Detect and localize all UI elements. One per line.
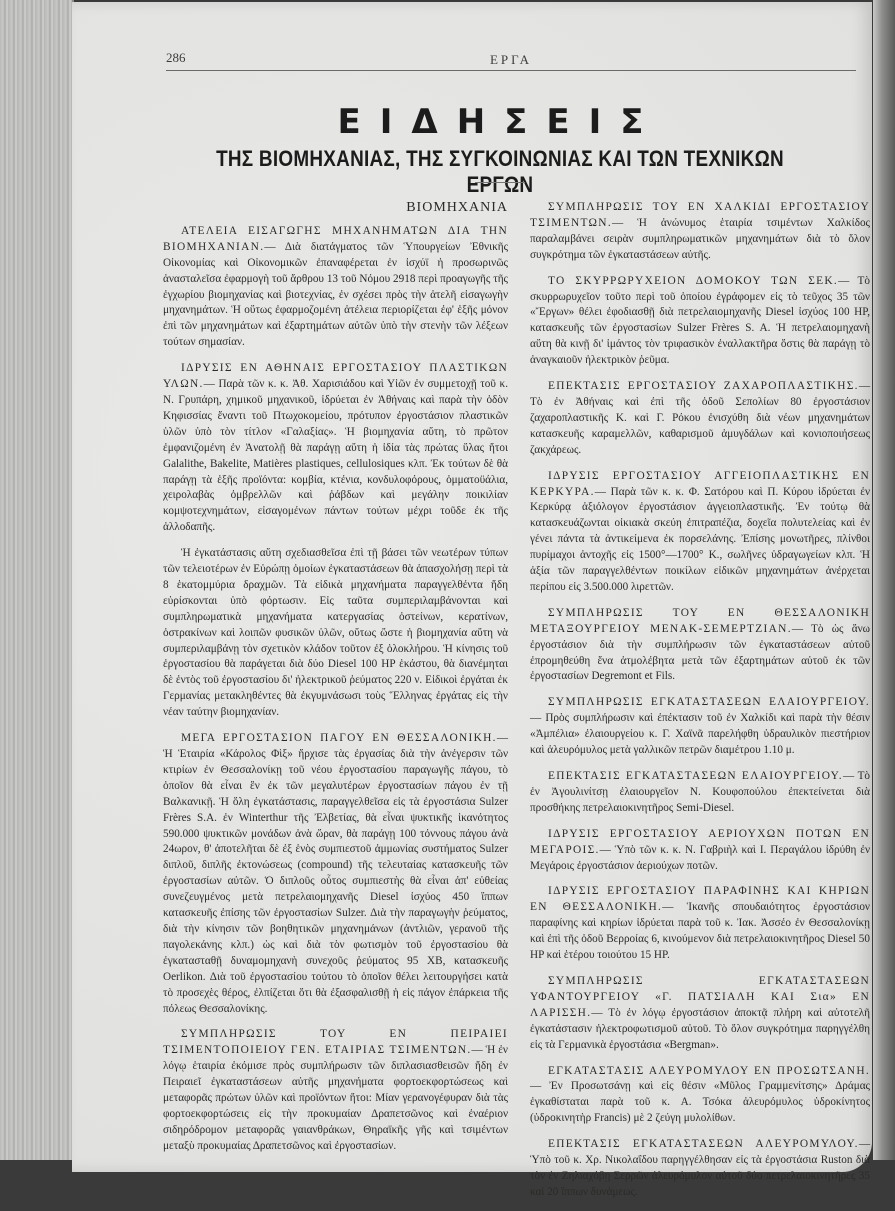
article-item — [530, 379, 870, 459]
article-item — [163, 361, 508, 536]
article-body: — Τὸ ἐν Ἀθήναις καὶ ἐπὶ τῆς ὁδοῦ Σεπολίων 80 ἐργοστάσιον ζαχαροπλαστικῆς Κ. καὶ Γ. Ρόκου ἐνισχύθη διὰ νέων μηχανημάτων κατασκευῆς καραμελλῶν, καθαρισμοῦ ἀμυγδάλων καὶ κονιοποιήσεως ζακχάρεως. — [530, 380, 870, 456]
article-heading: ΕΠΕΚΤΑΣΙΣ ΕΓΚΑΤΑΣΤΑΣΕΩΝ ΕΛΑΙΟΥΡΓΕΙΟΥ. — [548, 770, 843, 782]
article-heading: ΙΔΡΥΣΙΣ ΕΡΓΟΣΤΑΣΙΟΥ ΠΑΡΑΦΙΝΗΣ ΚΑΙ ΚΗΡΙΩΝ ΕΝ ΘΕΣΣΑΛΟΝΙΚΗ. — [530, 885, 870, 914]
page-title: ΕΙΔΗΣΕΙΣ — [337, 102, 663, 142]
article-item — [163, 731, 508, 1017]
article-heading: ΙΔΡΥΣΙΣ ΕΡΓΟΣΤΑΣΙΟΥ ΑΕΡΙΟΥΧΩΝ ΠΟΤΩΝ ΕΝ ΜΕΓΑΡΟΙΣ. — [530, 827, 870, 856]
article-body: — Ἱκανῆς σπουδαιότητος ἐργοστάσιον παραφίνης καὶ κηρίων ἱδρύεται παρὰ τοῦ κ. Ἰακ. Ἀσσέο ἐν Θεσσαλονίκῃ καὶ ἐπὶ τῆς ὁδοῦ Βερροίας 6, κινούμενον διὰ πετρελαιοκινητῆρος Diesel 50 HP καὶ ἑτέρου τοιούτου 15 HP. — [530, 901, 870, 962]
article-body: — Ἡ ἐν λόγῳ ἑταιρία ἐκόμισε πρὸς συμπλήρωσιν τῶν διπλασιασθεισῶν ἤδη ἐν Πειραιεῖ ἐγκαταστάσεων αὐτῆς μηχανήματα φορτοεκφορτώσεως καὶ μεταφορᾶς πρώτων ὑλῶν καὶ προϊόντων ἤτοι: Μίαν γερανογέφυραν διὰ τὰς φορτοεκφορτώσεις εἰς τὴν προκυμαίαν Δραπετσῶνος καὶ ἐναέριον σιδηρόδρομον μεταφορᾶς γαιανθράκων, Θηραϊκῆς γῆς καὶ τσιμέντων μεταξὺ προκυμαίας Δραπετσῶνος καὶ ἐργοστασίων. — [163, 1044, 508, 1152]
right-column — [530, 200, 870, 1211]
article-item — [163, 546, 508, 721]
article-heading: ΙΔΡΥΣΙΣ ΕΡΓΟΣΤΑΣΙΟΥ ΑΓΓΕΙΟΠΛΑΣΤΙΚΗΣ ΕΝ ΚΕΡΚΥΡΑ. — [530, 469, 870, 498]
article-item — [530, 606, 870, 686]
article-body: — Παρὰ τῶν κ. κ. Φ. Σατόρου καὶ Π. Κύρου ἱδρύεται ἐν Κερκύρᾳ ἀξιόλογον ἐργοστάσιον ἀγγειοπλαστικῆς. Ἐν τούτῳ θὰ κατασκευάζωνται οἰκιακὰ σκεύη ἐπιτραπέζια, δοχεῖα πολυτελείας καὶ ἐν γένει πάντα τὰ ἀντικείμενα ἐκ πορσελάνης. Ἐπίσης μονωτῆρες, πλίνθοι πυρίμαχοι ἀντοχῆς εἰς 1500°—1700° Κ., σωλῆνες ὑδραγωγείων κλπ. Ἡ ἀξία τῶν παραγγελθέντων ποικίλων εἰδικῶν μηχανημάτων ἀνέρχεται περίπου εἰς 3.500.000 λιρεττῶν. — [530, 485, 870, 593]
article-body: — Ἡ ἀνώνυμος ἑταιρία τσιμέντων Χαλκίδος παραλαμβάνει σειρὰν συμπληρωματικῶν μηχανημάτων διὰ τὸ ὅλον συγκρότημα τῶν ἐγκαταστάσεων αὐτῆς. — [530, 216, 870, 261]
article-body: — Τὸ ἐν λόγῳ ἐργοστάσιον ἀποκτᾷ πλήρη καὶ αὐτοτελῆ ἐγκατάστασιν ἠλεκτροφωτισμοῦ αὐτοῦ. Τὸ ὅλον συγκρότημα παρηγγέλθη εἰς τὰ Γερμανικὰ ἐργοστάσια «Bergman». — [530, 1006, 870, 1051]
book-page-edges — [0, 0, 74, 1160]
article-body: — Τὸ σκυρρωρυχεῖον τοῦτο περὶ τοῦ ὁποίου ἐγράφομεν εἰς τὸ τεῦχος 35 τῶν «Ἔργων» θέλει ἐφοδιασθῇ διὰ πετρελαιομηχανῆς Diesel ἰσχύος 100 HP, κατασκευῆς τῶν ἐργοστασίων Sulzer Frères S. A. Ἡ πετρελαιομηχανὴ αὕτη θὰ κινῇ δι' ἱμάντος τὸν τριφασικὸν ἐναλλακτῆρα ὅστις θὰ παράγῃ τὸ ἀναγκαιοῦν ἠλεκτρικὸν ῥεῦμα. — [530, 274, 870, 367]
article-heading: ΣΥΜΠΛΗΡΩΣΙΣ ΕΓΚΑΤΑΣΤΑΣΕΩΝ ΕΛΑΙΟΥΡΓΕΙΟΥ. — [548, 696, 870, 709]
running-head — [166, 44, 856, 71]
article-item — [530, 884, 870, 964]
article-body: — Ὑπὸ τοῦ κ. Χρ. Νικολαΐδου παρηγγέλθησαν εἰς τὰ ἐργοστάσια Ruston διὰ τὸν ἐν Ζηλιαχόβῃ Σερρῶν ἀλευρόμυλον αὐτοῦ δύο πετρελαιοκινητῆρες 35 καὶ 20 ἵππων δυνάμεως. — [530, 1138, 870, 1198]
article-body: Ἡ ἐγκατάστασις αὕτη σχεδιασθεῖσα ἐπὶ τῇ βάσει τῶν νεωτέρων τύπων τῶν τελειοτέρων ἐν Εὐρώπῃ ὁμοίων ἐγκαταστάσεων θὰ ἀπασχολήσῃ περὶ τὰ 8 ἑκατομμύρια δραχμῶν. Τὰ εἰδικὰ μηχανήματα παραγγελθέντα ἤδη εὑρίσκονται ὑπὸ φόρτωσιν. Εἰς ταῦτα συμπεριλαμβάνονται καὶ συμπληρωματικὰ μηχανήματα κατεργασίας ὀστείνων, κερατίνων, ὀστρακίνων καὶ λοιπῶν φυσικῶν ὑλῶν, οὕτως ὥστε ἡ βιομηχανία αὕτη νὰ συμπεριλαμβάνῃ τὸν σχετικὸν κλάδον τοῦτον ἐξ ὁλοκλήρου. Ἡ κίνησις τοῦ ἐργοστασίου θὰ παράγεται διὰ δύο Diesel 100 HP ἑκάστου, θὰ διανέμηται δὲ ἐντὸς τοῦ ἐργοστασίου δι' ἠλεκτρικοῦ ῥεύματος 220 ν. Εἰδικοὶ ἐργάται ἐκ Γερμανίας μετακληθέντες θὰ ἐκγυμνάσωσι τοὺς Ἕλληνας ἐργάτας εἰς τὴν νέαν ταύτην βιομηχανίαν. — [163, 547, 508, 719]
title-divider — [475, 182, 525, 183]
article-item — [530, 469, 870, 596]
article-heading: ΕΠΕΚΤΑΣΙΣ ΕΓΚΑΤΑΣΤΑΣΕΩΝ ΑΛΕΥΡΟΜΥΛΟΥ. — [548, 1138, 859, 1151]
article-item — [530, 769, 870, 817]
article-heading: ΜΕΓΑ ΕΡΓΟΣΤΑΣΙΟΝ ΠΑΓΟΥ ΕΝ ΘΕΣΣΑΛΟΝΙΚΗ. — [181, 732, 497, 745]
article-item — [530, 200, 870, 264]
article-item — [530, 274, 870, 369]
article-item — [530, 1064, 870, 1128]
article-body: — Ἡ Ἑταιρία «Κάρολος Φὶξ» ἤρχισε τὰς ἐργασίας διὰ τὴν ἀνέγερσιν τῶν κτιρίων ἐν Θεσσαλονίκῃ τοῦ νέου ἐργοστασίου παραγωγῆς πάγου, τὸ ὁποῖον θὰ εἶναι ἓν ἐκ τῶν μεγαλυτέρων ἐργοστασίων πάγου ἐν τῇ Βαλκανικῇ. Ἡ ὅλη ἐγκατάστασις, παραγγελθεῖσα εἰς τὰ ἐργοστάσια Sulzer Frères S.A. ἐν Winterthur τῆς Ἐλβετίας, θὰ εἶναι ψυκτικῆς ἱκανότητος 590.000 ψυκτικῶν μονάδων ἀνὰ ὥραν, θὰ παράγῃ 100 τόννους πάγου ἀνὰ 24ωρον, θ' ἀποτελῆται δὲ ἐξ ἑνὸς συμπιεστοῦ ἀμμωνίας συστήματος Sulzer διπλοῦ, διπλῆς ἐκτονώσεως (compound) τῆς τελευταίας κατασκευῆς τῶν ἐργοστασίων αὐτῶν. Ὁ διπλοῦς οὗτος συμπιεστὴς θὰ εἶναι ἀπ' εὐθείας συνεζευγμένος μετὰ πετρελαιομηχανῆς Diesel ἰσχύος 450 ἵππων κατασκευῆς ἐπίσης τῶν ἐργοστασίων Sulzer. Διὰ τὴν παραγωγὴν ῥεύματος, διὰ τὴν κίνησιν τῶν βοηθητικῶν μηχανημάνων (ἀντλιῶν, γερανοῦ τῆς παγολεκάνης κλπ.) ὡς καὶ διὰ τὸν φωτισμὸν τοῦ ἐργοστασίου θὰ ἐγκατασταθῇ δυναμομηχανὴ συνεχοῦς ῥεύματος 95 ΧΒ, κατασκευῆς Oerlikon. Διὰ τοῦ ἐργοστασίου τούτου τὸ ὁποῖον θέλει λειτουργήσει κατὰ τὸ προσεχὲς θέρος, ἐλπίζεται ὅτι θὰ ἐξασφαλισθῇ ἡ εἰς πάγον ἐπάρκεια τῆς πόλεως Θεσσαλονίκης. — [163, 732, 508, 1015]
article-heading: ΣΥΜΠΛΗΡΩΣΙΣ ΕΓΚΑΤΑΣΤΑΣΕΩΝ ΥΦΑΝΤΟΥΡΓΕΙΟΥ «Γ. ΠΑΤΣΙΑΛΗ ΚΑΙ Σια» ΕΝ ΛΑΡΙΣΣΗ. — [530, 974, 870, 1019]
article-heading: ΙΔΡΥΣΙΣ ΕΝ ΑΘΗΝΑΙΣ ΕΡΓΟΣΤΑΣΙΟΥ ΠΛΑΣΤΙΚΩΝ ΥΛΩΝ. — [163, 362, 508, 391]
article-heading: ΣΥΜΠΛΗΡΩΣΙΣ ΤΟΥ ΕΝ ΘΕΣΣΑΛΟΝΙΚΗ ΜΕΤΑΞΟΥΡΓΕΙΟΥ ΜΕΝΑΚ-ΣΕΜΕΡΤΖΙΑΝ. — [530, 606, 870, 635]
article-body: — Παρὰ τῶν κ. κ. Ἀθ. Χαρισιάδου καὶ Υἱῶν ἐν συμμετοχῇ τοῦ κ. Ν. Γρυπάρη, χημικοῦ μηχανικοῦ, ἱδρύεται ἐν Ἀθήναις καὶ παρὰ τὴν ὁδὸν Κηφισσίας ἔναντι τοῦ Πτωχοκομείου, πρότυπον ἐργοστάσιον πλαστικῶν ὑλῶν ὑπὸ τὸν τίτλον «Γαλαξίας». Ἡ βιομηχανία αὕτη, τὸ πρῶτον ἐμφανιζομένη ἐν Ἀνατολῇ θὰ παράγῃ αὕτη ἡ ἰδία τὰς πρώτας ὕλας ἤτοι Galalithe, Bakelite, Matières plastiques, cellulosiques κλπ. Ἐκ τούτων δὲ θὰ παράγῃ τὰ ἑξῆς προϊόντα: κομβία, κτένια, κονδυλοφόρους, ὀμματοϋάλια, χειρολαβὰς ὀμβρελλῶν καὶ ῥάβδων καὶ μεγάλην ποικιλίαν κομψοτεχνημάτων, εἰσαγομένων πάντων τούτων μέχρι τοῦδε ἐκ τῆς ἀλλοδαπῆς. — [163, 378, 508, 534]
page-number: 286 — [166, 50, 186, 65]
article-item — [530, 1137, 870, 1201]
section-heading: ΒΙΟΜΗΧΑΝΙΑ — [406, 200, 508, 215]
article-heading: ΤΟ ΣΚΥΡΡΩΡΥΧΕΙΟΝ ΔΟΜΟΚΟΥ ΤΩΝ ΣΕΚ. — [548, 274, 839, 287]
article-body: — Ὑπὸ τῶν κ. κ. Ν. Γαβριὴλ καὶ Ι. Περαγάλου ἱδρύθη ἐν Μεγάροις ἐργοστάσιον ἀεριούχων ποτῶν. — [530, 843, 870, 872]
article-body: — Διὰ διατάγματος τῶν Ὑπουργείων Ἐθνικῆς Οἰκονομίας καὶ Οἰκονομικῶν ἐπαναφέρεται ἐν ἰσχύϊ ἡ προσωρινῶς ἀνασταλεῖσα ἐφαρμογὴ τοῦ ἄρθρου 13 τοῦ Νόμου 2918 περὶ προαγωγῆς τῆς ἐγχωρίου βιομηχανίας καὶ βιοτεχνίας, ἐν σχέσει πρὸς τὴν ἀτελῆ εἰσαγωγὴν μηχανημάτων. Ἡ οὕτως ἐφαρμοζομένη ἀτέλεια περιορίζεται ἐφ' ἑξῆς μόνον ἐπὶ τῶν μηχανημάτων καὶ ἐξαρτημάτων αὐτῶν ὑπὸ τὴν στενὴν τῶν λέξεων τούτων σημασίαν. — [163, 240, 508, 349]
article-item — [163, 224, 508, 351]
article-item — [163, 1027, 508, 1154]
book-spine-shadow — [873, 0, 895, 1160]
article-heading: ΕΓΚΑΤΑΣΤΑΣΙΣ ΑΛΕΥΡΟΜΥΛΟΥ ΕΝ ΠΡΟΣΩΤΣΑΝΗ. — [548, 1064, 870, 1077]
article-item — [530, 695, 870, 759]
article-item — [530, 827, 870, 875]
article-heading: ΕΠΕΚΤΑΣΙΣ ΕΡΓΟΣΤΑΣΙΟΥ ΖΑΧΑΡΟΠΛΑΣΤΙΚΗΣ. — [548, 380, 859, 393]
article-body: — Πρὸς συμπλήρωσιν καὶ ἐπέκτασιν τοῦ ἐν Χαλκίδι καὶ παρὰ τὴν θέσιν «Ἀμπέλια» ἐλαιουργείου κ. Γ. Χαϊνᾶ παρελήφθη ὑδραυλικὸν πιεστήριον καὶ ἀλευρόμυλος μετὰ γαλλικῶν πετρῶν διαμέτρου 1.10 μ. — [530, 712, 870, 757]
left-column — [163, 200, 508, 1165]
page-subtitle: ΤΗΣ ΒΙΟΜΗΧΑΝΙΑΣ, ΤΗΣ ΣΥΓΚΟΙΝΩΝΙΑΣ ΚΑΙ ΤΩΝ ΤΕΧΝΙΚΩΝ ΕΡΓΩΝ — [216, 146, 784, 197]
article-body: — Τὸ ἐν Ἀγουλινίτσῃ ἐλαιουργεῖον Ν. Κουφοπούλου ἐπεκτείνεται διὰ προσθήκης πετρελαιοκινητῆρος Semi-Diesel. — [530, 770, 870, 814]
article-heading: ΣΥΜΠΛΗΡΩΣΙΣ ΤΟΥ ΕΝ ΠΕΙΡΑΙΕΙ ΤΣΙΜΕΝΤΟΠΟΙΕΙΟΥ ΓΕΝ. ΕΤΑΙΡΙΑΣ ΤΣΙΜΕΝΤΩΝ. — [163, 1028, 508, 1057]
article-heading: ΣΥΜΠΛΗΡΩΣΙΣ ΤΟΥ ΕΝ ΧΑΛΚΙΔΙ ΕΡΓΟΣΤΑΣΙΟΥ ΤΣΙΜΕΝΤΩΝ. — [530, 201, 870, 229]
article-item — [530, 974, 870, 1054]
article-body: — Ἐν Προσωτσάνῃ καὶ εἰς θέσιν «Μῦλος Γραμμενίτσης» Δράμας ἐγκαθίσταται παρὰ τοῦ κ. Α. Τσόκα ἀλευρόμυλος ὑδροκίνητος (ὑδροκινητὴρ Francis) μὲ 2 ζεύγη μυλολίθων. — [530, 1080, 870, 1125]
article-body: — Τὸ ὡς ἄνω ἐργοστάσιον διὰ τὴν συμπλήρωσιν τῶν ἐγκαταστάσεων αὐτοῦ ἐπρομηθεύθη ἕνα ἀτμολέβητα μετὰ τῶν ἐξαρτημάτων αὐτοῦ ἐκ τῶν ἐργοστασίων Degremont et Fils. — [530, 622, 870, 683]
journal-title: ΕΡΓΑ — [489, 52, 533, 67]
article-heading: ΑΤΕΛΕΙΑ ΕΙΣΑΓΩΓΗΣ ΜΗΧΑΝΗΜΑΤΩΝ ΔΙΑ ΤΗΝ ΒΙΟΜΗΧΑΝΙΑΝ. — [163, 224, 508, 253]
